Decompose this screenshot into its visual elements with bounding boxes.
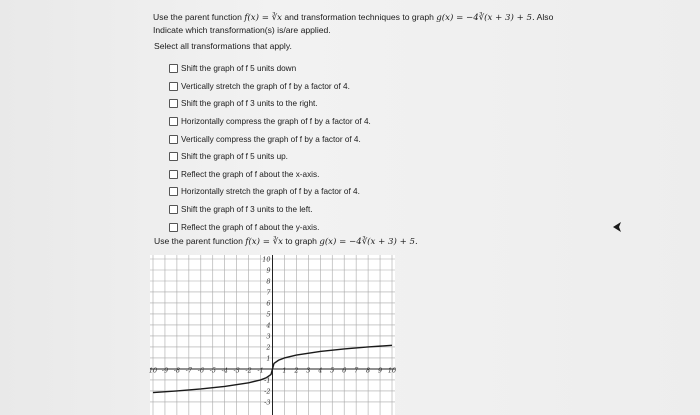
checkbox[interactable]: [169, 187, 178, 196]
option-label: Shift the graph of f 5 units up.: [181, 152, 288, 162]
y-tick-label: 8: [266, 277, 271, 286]
option-shift-left-3[interactable]: [169, 201, 371, 219]
y-tick-label: -1: [264, 376, 271, 385]
checkbox[interactable]: [169, 223, 178, 232]
select-all-label: Select all transformations that apply.: [154, 41, 292, 51]
checkbox[interactable]: [169, 205, 178, 214]
option-vertical-compress-4[interactable]: [169, 130, 371, 148]
parent-function: f(x) = ∛x: [244, 13, 282, 23]
y-tick-label: 2: [266, 343, 271, 352]
x-tick-label: -8: [173, 366, 181, 375]
option-label: Shift the graph of f 3 units to the left.: [181, 205, 313, 215]
x-tick-label: -3: [233, 366, 240, 375]
checkbox[interactable]: [169, 135, 178, 144]
checkbox[interactable]: [169, 117, 178, 126]
x-tick-label: 10: [148, 366, 158, 375]
x-tick-label: -2: [245, 366, 252, 375]
x-tick-label: -6: [197, 366, 204, 375]
intro-part-1: Use the parent function: [153, 12, 242, 22]
intro-line-2: Indicate which transformation(s) is/are applied.: [153, 24, 331, 35]
option-shift-up-5[interactable]: [169, 148, 371, 166]
x-tick-label: 10: [387, 366, 397, 375]
option-shift-down-5[interactable]: [169, 60, 371, 78]
graph-prompt-target-function: g(x) = −4∛(x + 3) + 5.: [319, 237, 418, 247]
option-label: Shift the graph of f 5 units down: [181, 64, 297, 74]
x-tick-label: 5: [330, 366, 335, 375]
checkbox[interactable]: [169, 82, 178, 91]
option-label: Vertically stretch the graph of f by a factor of 4.: [181, 81, 350, 91]
x-tick-label: -1: [257, 366, 264, 375]
x-tick-label: -9: [161, 366, 169, 375]
graph-prompt-part-2: to graph: [285, 236, 317, 246]
x-tick-label: 8: [366, 366, 371, 375]
graph-prompt: [154, 236, 418, 247]
y-tick-label: 10: [262, 255, 271, 264]
checkbox[interactable]: [169, 152, 178, 161]
y-tick-label: -3: [264, 398, 271, 407]
question-text: [153, 12, 623, 36]
option-reflect-y-axis[interactable]: [169, 218, 371, 236]
y-tick-label: -2: [264, 387, 271, 396]
checkbox[interactable]: [169, 99, 178, 108]
transformation-options: [169, 60, 371, 236]
y-tick-label: 7: [266, 288, 271, 297]
checkbox[interactable]: [169, 170, 178, 179]
option-label: Reflect the graph of f about the y-axis.: [181, 222, 320, 232]
x-tick-label: -5: [209, 366, 216, 375]
option-reflect-x-axis[interactable]: [169, 166, 371, 184]
x-tick-label: 3: [306, 366, 311, 375]
option-label: Horizontally compress the graph of f by a factor of 4.: [181, 117, 371, 127]
x-tick-label: 2: [294, 366, 299, 375]
x-tick-label: -7: [185, 366, 193, 375]
y-tick-label: 1: [266, 354, 271, 363]
option-shift-right-3[interactable]: [169, 95, 371, 113]
option-label: Horizontally stretch the graph of f by a factor of 4.: [181, 187, 360, 197]
option-label: Reflect the graph of f about the x-axis.: [181, 169, 320, 179]
option-vertical-stretch-4[interactable]: [169, 78, 371, 96]
y-tick-label: 6: [266, 299, 271, 308]
x-tick-label: 1: [282, 366, 287, 375]
intro-part-2: and transformation techniques to graph: [284, 12, 434, 22]
x-tick-label: 4: [318, 366, 323, 375]
option-horizontal-compress-4[interactable]: [169, 113, 371, 131]
intro-part-3: Also: [536, 12, 554, 22]
option-label: Shift the graph of f 3 units to the right.: [181, 99, 318, 109]
graph-prompt-part-1: Use the parent function: [154, 236, 243, 246]
target-function: g(x) = −4∛(x + 3) + 5.: [436, 13, 535, 23]
option-label: Vertically compress the graph of f by a factor of 4.: [181, 134, 361, 144]
x-tick-label: 6: [342, 366, 347, 375]
coordinate-graph[interactable]: [150, 255, 395, 415]
y-tick-label: 4: [266, 321, 271, 330]
graph-prompt-parent-function: f(x) = ∛x: [245, 237, 283, 247]
x-tick-label: 7: [354, 366, 359, 375]
checkbox[interactable]: [169, 64, 178, 73]
y-tick-label: 3: [266, 332, 271, 341]
y-tick-label: 9: [266, 266, 271, 275]
mouse-cursor-icon: [612, 221, 622, 233]
y-tick-label: 5: [266, 310, 271, 319]
option-horizontal-stretch-4[interactable]: [169, 183, 371, 201]
x-tick-label: -4: [221, 366, 228, 375]
x-tick-label: 9: [377, 366, 383, 375]
